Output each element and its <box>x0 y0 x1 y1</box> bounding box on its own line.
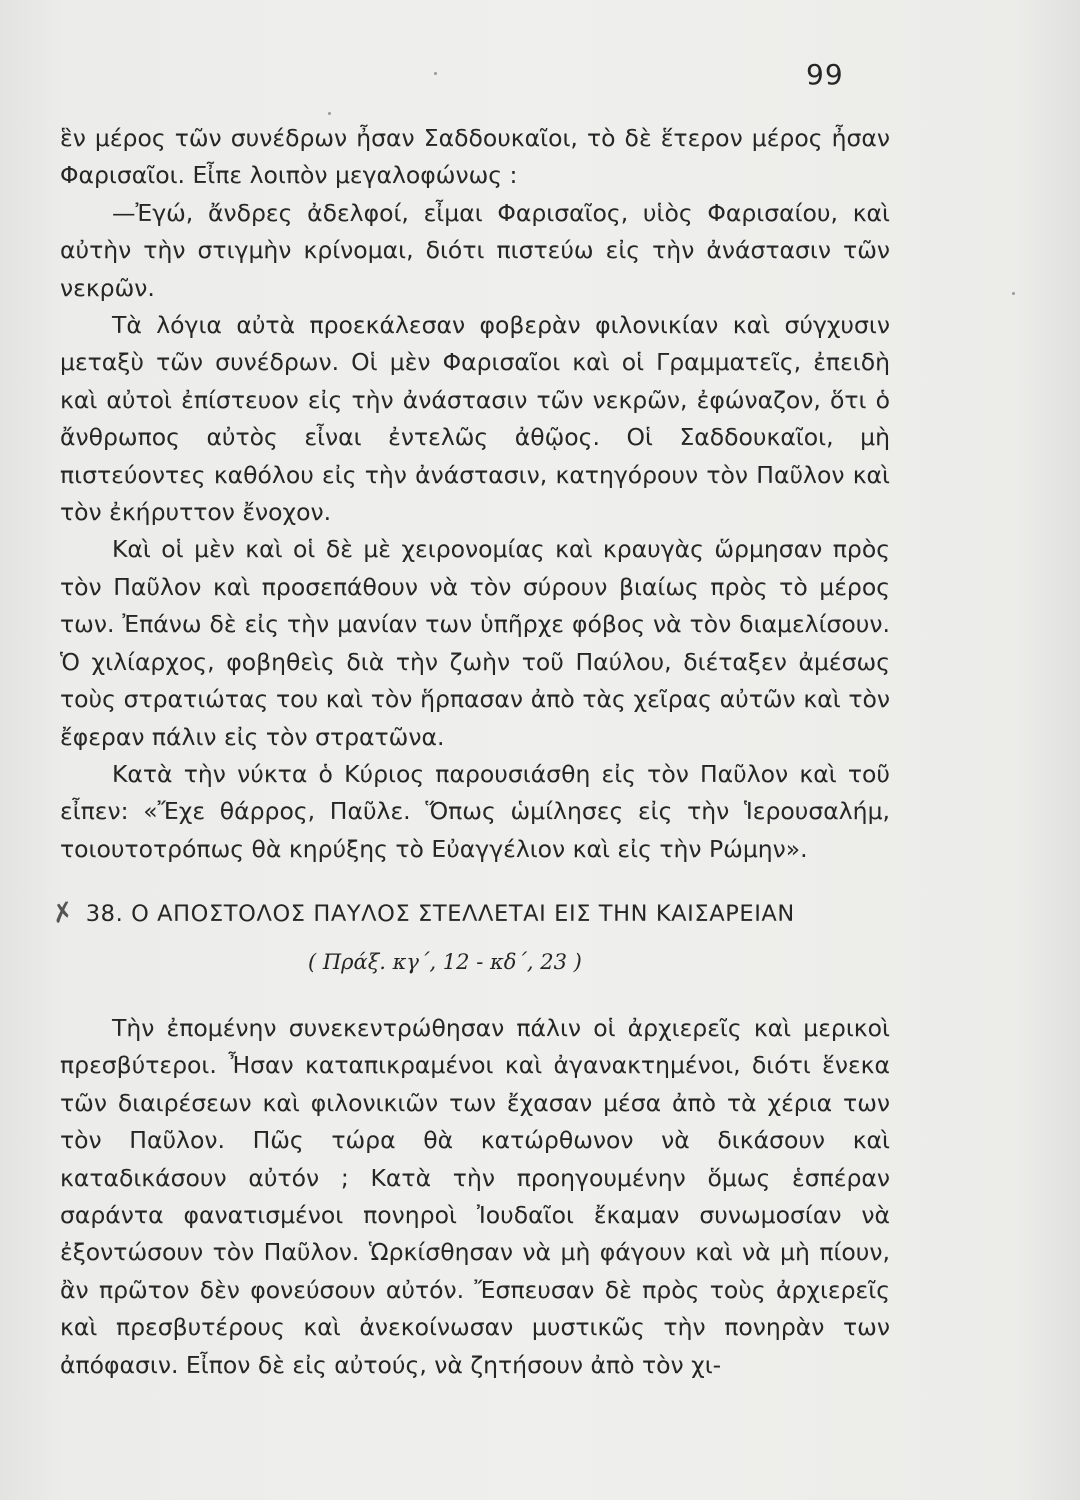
paragraph: ἓν μέρος τῶν συνέδρων ἦσαν Σαδδουκαῖοι, τὸ δὲ ἕτερον μέρος ἦσαν Φαρισαῖοι. Εἶπε λοιπὸν μεγαλοφώνως : <box>60 124 890 190</box>
paper-speck <box>1012 292 1015 295</box>
pencil-mark-icon: ✗ <box>49 896 78 931</box>
text-block-bottom <box>60 1010 890 1384</box>
paragraph: Καὶ οἱ μὲν καὶ οἱ δὲ μὲ χειρονομίας καὶ κραυγὰς ὥρμησαν πρὸς τὸν Παῦλον καὶ προσεπάθουν νὰ τὸν σύρουν βιαίως πρὸς τὸ μέρος των. Ἐπάνω δὲ εἰς τὴν μανίαν των ὑπῆρχε φόβος νὰ τὸν διαμελίσουν. Ὁ χιλίαρχος, φοβηθεὶς διὰ τὴν ζωὴν τοῦ Παύλου, διέταξεν ἀμέσως τοὺς στρατιώτας του καὶ τὸν ἥρπασαν ἀπὸ τὰς χεῖρας αὐτῶν καὶ τὸν ἔφεραν πάλιν εἰς τὸν στρατῶνα. <box>60 535 890 751</box>
text-block-top <box>60 120 890 868</box>
paragraph: —Ἐγώ, ἄνδρες ἀδελφοί, εἶμαι Φαρισαῖος, υἱὸς Φαρισαίου, καὶ αὐτὴν τὴν στιγμὴν κρίνομαι, διότι πιστεύω εἰς τὴν ἀνάστασιν τῶν νεκρῶν. <box>60 198 890 302</box>
scripture-reference: ( Πράξ. κγ΄, 12 - κδ΄, 23 ) <box>308 950 582 974</box>
paper-speck <box>328 112 331 115</box>
page-number: 99 <box>806 58 844 91</box>
paragraph: Τὰ λόγια αὐτὰ προεκάλεσαν φοβερὰν φιλονικίαν καὶ σύγχυσιν μεταξὺ τῶν συνέδρων. Οἱ μὲν Φαρισαῖοι καὶ οἱ Γραμματεῖς, ἐπειδὴ καὶ αὐτοὶ ἐπίστευον εἰς τὴν ἀνάστασιν τῶν νεκρῶν, ἐφώναζον, ὅτι ὁ ἄνθρωπος αὐτὸς εἶναι ἐντελῶς ἀθῷος. Οἱ Σαδδουκαῖοι, μὴ πιστεύοντες καθόλου εἰς τὴν ἀνάστασιν, κατηγόρουν τὸν Παῦλον καὶ τὸν ἐκήρυττον ἔνοχον. <box>60 311 890 527</box>
paragraph: Κατὰ τὴν νύκτα ὁ Κύριος παρουσιάσθη εἰς τὸν Παῦλον καὶ τοῦ εἶπεν: «Ἔχε θάρρος, Παῦλε. Ὅπως ὡμίλησες εἰς τὴν Ἱερουσαλήμ, τοιουτοτρόπως θὰ κηρύξης τὸ Εὐαγγέλιον καὶ εἰς τὴν Ρώμην». <box>60 759 890 863</box>
paper-speck <box>434 72 437 75</box>
paragraph: Τὴν ἐπομένην συνεκεντρώθησαν πάλιν οἱ ἀρχιερεῖς καὶ μερικοὶ πρεσβύτεροι. Ἦσαν καταπικραμένοι καὶ ἀγανακτημένοι, διότι ἕνεκα τῶν διαιρέσεων καὶ φιλονικιῶν των ἔχασαν μέσα ἀπὸ τὰ χέρια των τὸν Παῦλον. Πῶς τώρα θὰ κατώρθωνον νὰ δικάσουν καὶ καταδικάσουν αὐτόν ; Κατὰ τὴν προηγουμένην ὅμως ἑσπέραν σαράντα φανατισμένοι πονηροὶ Ἰουδαῖοι ἔκαμαν συνωμοσίαν νὰ ἐξοντώσουν τὸν Παῦλον. Ὡρκίσθησαν νὰ μὴ φάγουν καὶ νὰ μὴ πίουν, ἂν πρῶτον δὲν φονεύσουν αὐτόν. Ἔσπευσαν δὲ πρὸς τοὺς ἀρχιερεῖς καὶ πρεσβυτέρους καὶ ἀνεκοίνωσαν μυστικῶς τὴν πονηρὰν των ἀπόφασιν. Εἶπον δὲ εἰς αὐτούς, νὰ ζητήσουν ἀπὸ τὸν χι- <box>60 1014 890 1379</box>
section-title: 38. Ο ΑΠΟΣΤΟΛΟΣ ΠΑΥΛΟΣ ΣΤΕΛΛΕΤΑΙ ΕΙΣ ΤΗΝ ΚΑΙΣΑΡΕΙΑΝ <box>85 901 795 927</box>
section-heading <box>49 896 892 931</box>
